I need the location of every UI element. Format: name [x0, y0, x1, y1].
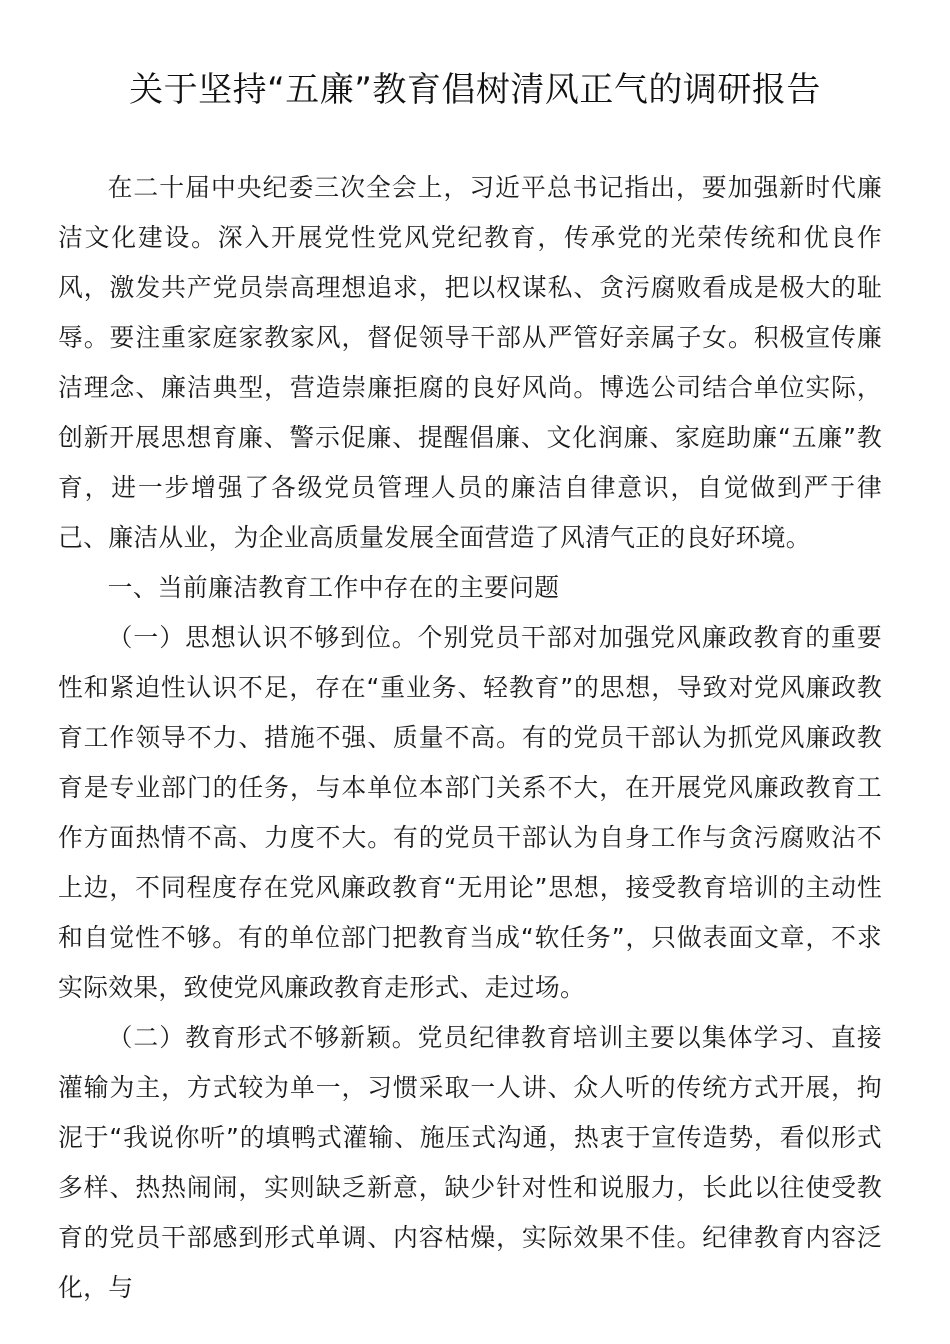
document-body: [58, 163, 882, 1313]
subsection-paragraph-1: （一）思想认识不够到位。个别党员干部对加强党风廉政教育的重要性和紧迫性认识不足，存在“重业务、轻教育”的思想，导致对党风廉政教育工作领导不力、措施不强、质量不高。有的党员干部认为抓党风廉政教育是专业部门的任务，与本单位本部门关系不大，在开展党风廉政教育工作方面热情不高、力度不大。有的党员干部认为自身工作与贪污腐败沾不上边，不同程度存在党风廉政教育“无用论”思想，接受教育培训的主动性和自觉性不够。有的单位部门把教育当成“软任务”，只做表面文章，不求实际效果，致使党风廉政教育走形式、走过场。: [58, 623, 882, 1002]
intro-paragraph: 在二十届中央纪委三次全会上，习近平总书记指出，要加强新时代廉洁文化建设。深入开展党性党风党纪教育，传承党的光荣传统和优良作风，激发共产党员崇高理想追求，把以权谋私、贪污腐败看成是极大的耻辱。要注重家庭家教家风，督促领导干部从严管好亲属子女。积极宣传廉洁理念、廉洁典型，营造崇廉拒腐的良好风尚。博选公司结合单位实际，创新开展思想育廉、警示促廉、提醒倡廉、文化润廉、家庭助廉“五廉”教育，进一步增强了各级党员管理人员的廉洁自律意识，自觉做到严于律己、廉洁从业，为企业高质量发展全面营造了风清气正的良好环境。: [58, 173, 882, 552]
document-title: 关于坚持“五廉”教育倡树清风正气的调研报告: [129, 70, 821, 110]
section-heading-1: 一、当前廉洁教育工作中存在的主要问题: [107, 573, 560, 602]
subsection-paragraph-2: （二）教育形式不够新颖。党员纪律教育培训主要以集体学习、直接灌输为主，方式较为单一，习惯采取一人讲、众人听的传统方式开展，拘泥于“我说你听”的填鸭式灌输、施压式沟通，热衷于宣传造势，看似形式多样、热热闹闹，实则缺乏新意，缺少针对性和说服力，长此以往使受教育的党员干部感到形式单调、内容枯燥，实际效果不佳。纪律教育内容泛化，与: [58, 1023, 882, 1302]
